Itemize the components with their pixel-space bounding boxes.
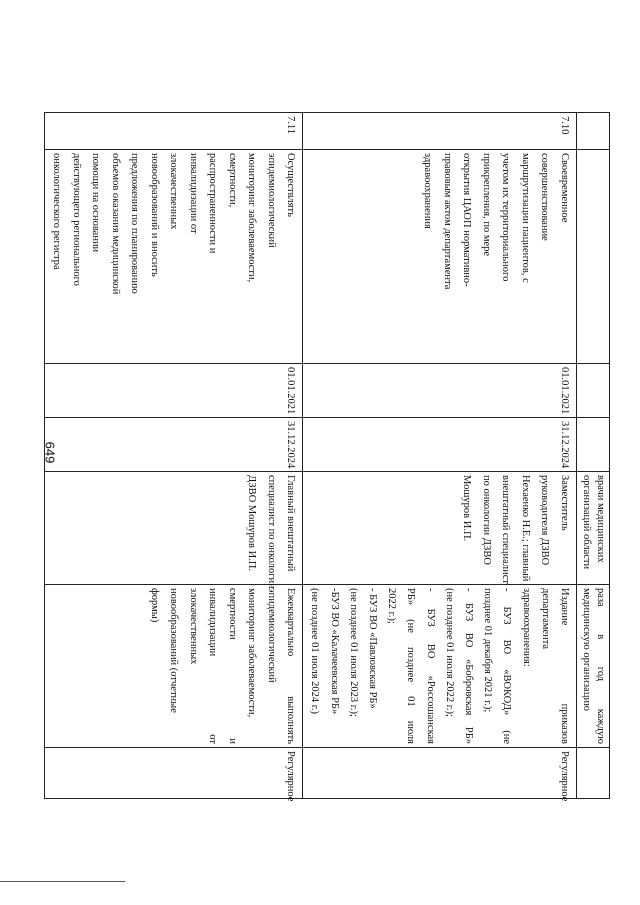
row-description: Своевременное совершенствование маршрутизации пациентов, с учетом их территориального прикрепления, по мере открытия ЦАОП нормативно- правовым актом департамента здравоохранения — [303, 150, 577, 364]
row-number: 7.11 — [44, 113, 303, 150]
rotated-table-container — [51, 112, 610, 802]
header-cell-description — [577, 150, 610, 364]
row-description: Осуществлять эпидемиологический мониторинг заболеваемости, смертности, распространенности и инвалидизации от злокачественных новообразований и вносить предложения по планированию объемов оказания медицинской помощи на основании действующего регионального онкологического регистра — [44, 150, 303, 364]
header-cell-end — [577, 418, 610, 472]
table-row — [303, 113, 577, 799]
row-frequency: Регулярное — [303, 748, 577, 799]
document-page — [51, 112, 610, 802]
row-start-date: 01.01.2021 — [44, 364, 303, 418]
row-result: Ежеквартально выполнять эпидемиологический мониторинг заболеваемости, смертности и инвалидизации от злокачественных новообразований (отчетные формы) — [44, 585, 303, 748]
header-cell-start — [577, 364, 610, 418]
row-number: 7.10 — [303, 113, 577, 150]
row-frequency: Регулярное — [44, 748, 303, 799]
action-plan-table — [44, 112, 610, 802]
row-start-date: 01.01.2021 — [303, 364, 577, 418]
row-result: Издание приказов департамента здравоохранения: - БУЗ ВО «ВОКОД» (не позднее 01 декабря 2021 г.); - БУЗ ВО «Бобровская РБ» (не позднее 01 июля 2022 г.); - БУЗ ВО «Россошанская РБ» (не позднее 01 июля 2022 г.); - БУЗ ВО «Павловская РБ» (не позднее 01 июля 2023 г.); -БУЗ ВО «Калачеевская РБ» (не позднее 01 июля 2024 г.) — [303, 585, 577, 748]
page-number: 649 — [42, 441, 58, 463]
header-cell-responsible: врачи медицинских организаций области — [577, 472, 610, 585]
table-row — [44, 113, 303, 799]
header-cell-deadline: раза в год каждую медицинскую организацию — [577, 585, 610, 748]
table-header-row — [577, 113, 610, 799]
row-responsible: Главный внештатный специалист по онкологии ДЗВО Мошуров И.П. — [44, 472, 303, 585]
header-cell-frequency — [577, 748, 610, 799]
footer-divider — [0, 881, 125, 882]
header-cell-num — [577, 113, 610, 150]
row-responsible: Заместитель руководителя ДЗВО Нехаенко Н.Е.; главный внештатный специалист по онкологии ДЗВО Мошуров И.П. — [303, 472, 577, 585]
row-end-date: 31.12.2024 — [303, 418, 577, 472]
row-end-date: 31.12.2024 — [44, 418, 303, 472]
